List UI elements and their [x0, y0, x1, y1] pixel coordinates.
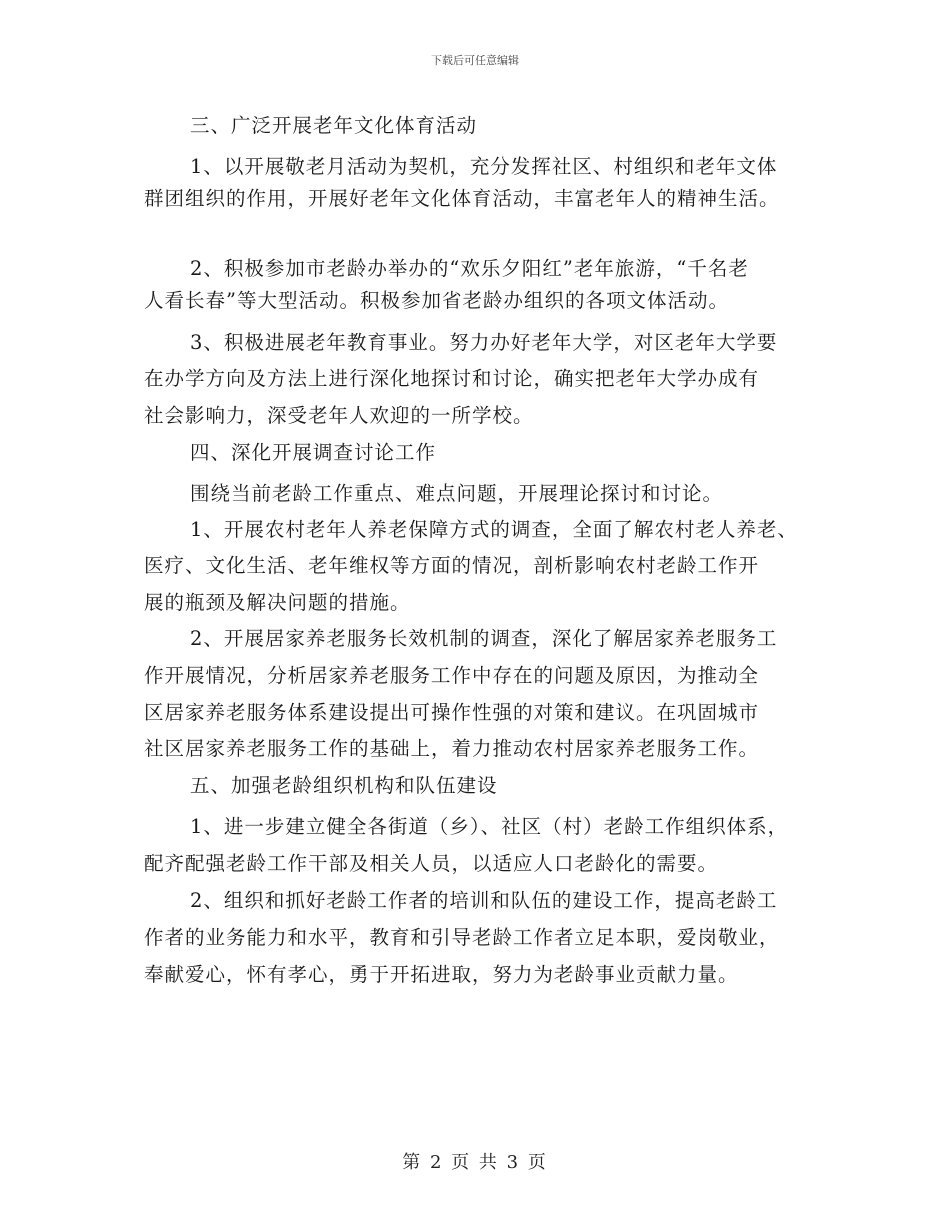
paragraph-line: 医疗、文化生活、老年维权等方面的情况，剖析影响农村老龄工作开	[144, 554, 760, 577]
paragraph-line: 社会影响力，深受老年人欢迎的一所学校。	[144, 404, 534, 427]
paragraph-line: 围绕当前老龄工作重点、难点问题，开展理论探讨和讨论。	[190, 482, 724, 505]
paragraph-line: 在办学方向及方法上进行深化地探讨和讨论，确实把老年大学办成有	[144, 367, 760, 390]
paragraph-line: 作开展情况，分析居家养老服务工作中存在的问题及原因，为推动全	[144, 664, 760, 687]
paragraph-line: 群团组织的作用，开展好老年文化体育活动，丰富老年人的精神生活。	[144, 187, 780, 210]
section-heading: 三、广泛开展老年文化体育活动	[190, 114, 478, 137]
paragraph-line: 2、积极参加市老龄办举办的“欢乐夕阳红”老年旅游，“千名老	[190, 257, 749, 280]
paragraph-line: 展的瓶颈及解决问题的措施。	[144, 591, 411, 614]
page-number-footer: 第 2 页 共 3 页	[402, 1152, 548, 1173]
paragraph-line: 配齐配强老龄工作干部及相关人员，以适应人口老龄化的需要。	[144, 852, 719, 875]
paragraph-line: 1、开展农村老年人养老保障方式的调查，全面了解农村老人养老、	[190, 518, 798, 541]
section-heading: 四、深化开展调查讨论工作	[190, 441, 437, 464]
paragraph-line: 1、以开展敬老月活动为契机，充分发挥社区、村组织和老年文体	[190, 155, 778, 178]
paragraph-line: 2、组织和抓好老龄工作者的培训和队伍的建设工作，提高老龄工	[190, 889, 778, 912]
paragraph-line: 2、开展居家养老服务长效机制的调查，深化了解居家养老服务工	[190, 627, 778, 650]
section-heading: 五、加强老龄组织机构和队伍建设	[190, 774, 498, 797]
paragraph-line: 1、进一步建立健全各街道（乡）、社区（村）老龄工作组织体系，	[190, 815, 789, 838]
paragraph-line: 3、积极进展老年教育事业。努力办好老年大学，对区老年大学要	[190, 331, 778, 354]
paragraph-line: 社区居家养老服务工作的基础上，着力推动农村居家养老服务工作。	[144, 737, 760, 760]
paragraph-line: 区居家养老服务体系建设提出可操作性强的对策和建议。在巩固城市	[144, 701, 760, 724]
paragraph-line: 人看长春”等大型活动。积极参加省老龄办组织的各项文体活动。	[144, 289, 729, 312]
page-header-note: 下载后可任意编辑	[431, 54, 519, 67]
paragraph-line: 作者的业务能力和水平，教育和引导老龄工作者立足本职，爱岗敬业，	[144, 926, 780, 949]
paragraph-line: 奉献爱心，怀有孝心，勇于开拓进取，努力为老龄事业贡献力量。	[144, 963, 739, 986]
